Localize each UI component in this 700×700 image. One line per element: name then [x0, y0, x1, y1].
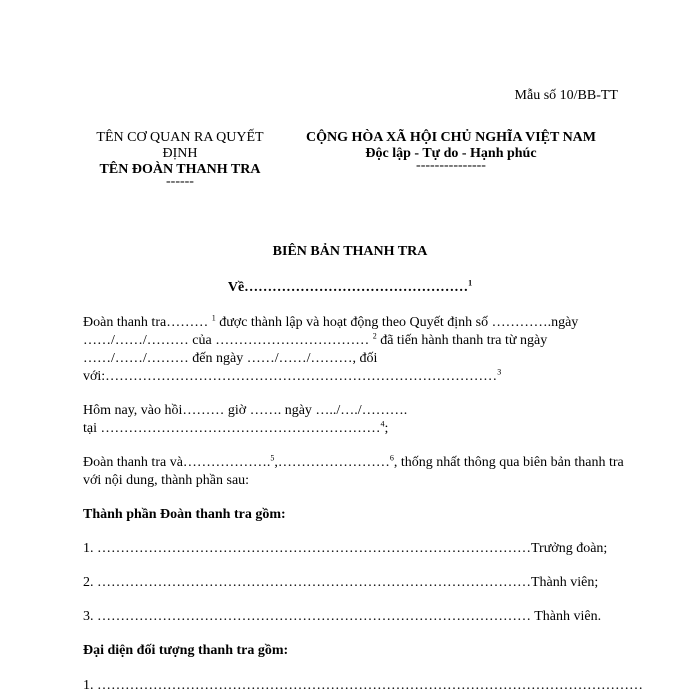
paragraph3-line2: với nội dung, thành phần sau: [83, 473, 250, 488]
agency-name-line1: TÊN CƠ QUAN RA QUYẾT [96, 130, 264, 145]
subject-prefix: Về [227, 280, 245, 295]
paragraph1-line1 [83, 315, 578, 331]
text-segment: Đoàn thanh tra và………………. [83, 455, 271, 470]
text-segment: ; [384, 421, 389, 436]
paragraph1-line4 [83, 369, 501, 385]
paragraph2-line1: Hôm nay, vào hồi……… giờ ……. ngày …../…./………. [83, 403, 408, 418]
form-code: Mẫu số 10/BB-TT [514, 88, 618, 103]
text-segment: Đoàn thanh tra……… [83, 315, 212, 330]
document-title: BIÊN BẢN THANH TRA [272, 244, 428, 259]
subject-representatives-heading: Đại diện đối tượng thanh tra gồm: [83, 643, 289, 658]
header-left-separator: ------ [166, 174, 194, 189]
header-left [80, 130, 280, 190]
text-segment: được thành lập và hoạt động theo Quyết định số ………….ngày [215, 315, 579, 330]
footnote-ref: 2 [372, 331, 377, 341]
text-segment: ……/……/……… của …………………………… [83, 333, 373, 348]
text-segment: , thống nhất thông qua biên bản thanh tra [393, 455, 624, 470]
team-members-heading: Thành phần Đoàn thanh tra gồm: [83, 507, 286, 522]
header-right-separator: --------------- [416, 158, 486, 173]
team-member-row: 1. …………………………………………………………………………………Trưởng đoàn; [83, 541, 608, 556]
paragraph1-line2 [83, 333, 547, 349]
footnote-ref: 1 [468, 278, 473, 288]
footnote-ref: 3 [497, 367, 502, 377]
text-segment: tại …………………………………………………… [83, 421, 381, 436]
text-segment: đã tiến hành thanh tra từ ngày [376, 333, 548, 348]
footnote-ref: 1 [211, 313, 216, 323]
header-right [286, 130, 616, 174]
subject-line [0, 280, 700, 296]
national-title: CỘNG HÒA XÃ HỘI CHỦ NGHĨA VIỆT NAM [305, 130, 596, 145]
subject-dots: ………………………………………… [244, 280, 469, 295]
footnote-ref: 4 [380, 419, 385, 429]
subject-representative-row: 1. ……………………………………………………………………………………………………… [83, 678, 643, 693]
footnote-ref: 5 [270, 453, 275, 463]
team-member-row: 3. ………………………………………………………………………………… Thành viên. [83, 609, 602, 624]
footnote-ref: 6 [389, 453, 394, 463]
paragraph3-line1 [83, 455, 624, 471]
text-segment: với:………………………………………………………………………… [83, 369, 498, 384]
agency-name-line2: ĐỊNH [162, 146, 198, 161]
text-segment: ,…………………… [274, 455, 390, 470]
national-motto: Độc lập - Tự do - Hạnh phúc [365, 146, 537, 161]
paragraph2-line2 [83, 421, 388, 437]
inspection-team-name: TÊN ĐOÀN THANH TRA [99, 162, 261, 177]
team-member-row: 2. …………………………………………………………………………………Thành viên; [83, 575, 599, 590]
paragraph1-line3: ……/……/……… đến ngày ……/……/………, đối [83, 351, 378, 366]
